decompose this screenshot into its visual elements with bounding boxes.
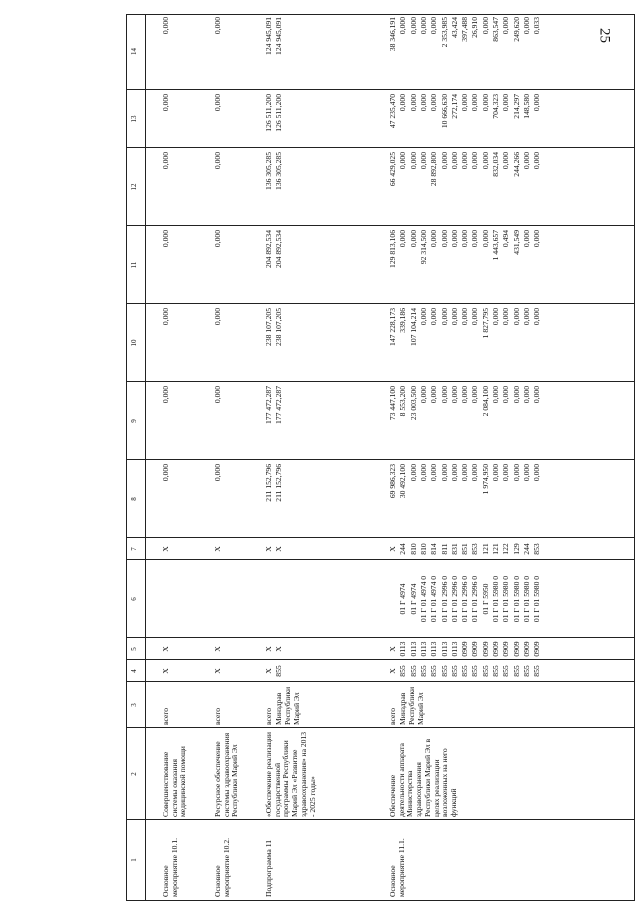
row-section-code: 0909 <box>491 641 500 657</box>
row-amount: 0,000 <box>429 94 439 112</box>
column-number: 7 <box>130 547 138 551</box>
row-amount: 0,000 <box>449 152 459 170</box>
row-amount: 8 553,200 <box>398 386 408 417</box>
row-amount: 0,000 <box>439 464 449 482</box>
row-amount: 0,000 <box>398 152 408 170</box>
row-amount: 43,424 <box>449 17 459 38</box>
row-amount: 0,000 <box>439 152 449 170</box>
row-amount: 0,000 <box>161 94 170 112</box>
row-amount: 1 443,657 <box>491 230 500 261</box>
column-number: 13 <box>130 115 138 123</box>
row-amount: 0,000 <box>470 386 480 404</box>
row-responsible: Минздрав Республики Марий Эл <box>274 686 301 725</box>
row-description: Обеспечение деятельности аппарата Министерства здравоохранения Республики Марий Эл в целях реализации возложенных на него функций <box>388 738 459 817</box>
row-amount: 0,000 <box>532 464 542 482</box>
row-amount: 0,000 <box>161 464 170 482</box>
row-amount: 0,000 <box>418 94 428 112</box>
row-grbs-code: 855 <box>449 665 459 677</box>
row-amount: 0,000 <box>408 230 418 248</box>
row-target-code: 01 Г 01 2996 0 <box>449 575 459 623</box>
row-amount: 204 892,534 <box>264 230 273 268</box>
row-target-code: 01 Г 01 5980 0 <box>491 575 500 623</box>
row-expense-type: 122 <box>501 543 511 555</box>
row-amount: 704,323 <box>491 94 500 119</box>
row-amount: 0,000 <box>161 308 170 326</box>
row-amount: 0,000 <box>439 386 449 404</box>
row-amount: 0,000 <box>521 464 531 482</box>
row-amount: 0,000 <box>449 230 459 248</box>
row-amount: 0,000 <box>418 386 428 404</box>
row-amount: 244,266 <box>511 152 521 177</box>
row-amount: 832,034 <box>491 152 500 177</box>
row-amount: 863,547 <box>491 17 500 42</box>
row-amount: 124 945,091 <box>264 17 273 55</box>
row-amount: 0,000 <box>213 308 222 326</box>
row-amount: 0,000 <box>398 94 408 112</box>
row-amount: 238 107,205 <box>274 308 284 346</box>
row-expense-type: 853 <box>532 543 542 555</box>
row-expense-type: 814 <box>429 543 439 555</box>
row-target-code: 01 Г 01 5980 0 <box>501 575 511 623</box>
row-responsible: всего <box>264 707 273 725</box>
row-amount: 0,000 <box>408 152 418 170</box>
row-amount: 1 974,950 <box>480 464 490 495</box>
row-expense-type: 244 <box>521 543 531 555</box>
column-number: 3 <box>130 703 138 707</box>
row-grbs-code: 855 <box>511 665 521 677</box>
row-amount: 28 892,800 <box>429 152 439 187</box>
column-number: 11 <box>130 261 138 269</box>
row-amount: 0,000 <box>480 17 490 35</box>
header-divider <box>145 15 146 900</box>
row-amount: 0,000 <box>213 17 222 35</box>
row-target-code: 01 Г 01 4974 0 <box>429 575 439 623</box>
row-expense-type: 810 <box>408 543 418 555</box>
row-amount: 0,000 <box>491 464 500 482</box>
column-divider <box>127 89 634 90</box>
row-amount: 0,000 <box>521 230 531 248</box>
column-number: 1 <box>130 858 138 862</box>
row-grbs-code: 855 <box>439 665 449 677</box>
column-divider <box>127 225 634 226</box>
row-amount: 126 511,200 <box>264 94 273 132</box>
row-target-code: 01 Г 01 2996 0 <box>460 575 470 623</box>
row-amount: 0,000 <box>418 464 428 482</box>
row-target-code: 01 Г 01 5980 0 <box>511 575 521 623</box>
row-amount: 47 235,470 <box>388 94 397 129</box>
row-grbs-code: X <box>264 668 273 674</box>
row-amount: 0,000 <box>501 152 511 170</box>
row-grbs-code: 855 <box>418 665 428 677</box>
row-amount: 26,910 <box>470 17 480 38</box>
row-amount: 0,000 <box>418 152 428 170</box>
row-grbs-code: X <box>213 668 222 674</box>
column-divider <box>127 147 634 148</box>
row-amount: 30 492,100 <box>398 464 408 499</box>
row-section-code: 0113 <box>439 641 449 657</box>
row-amount: 0,000 <box>480 230 490 248</box>
row-target-code: 01 Г 01 4974 0 <box>418 575 428 623</box>
column-number: 5 <box>130 647 138 651</box>
row-amount: 431,549 <box>511 230 521 255</box>
column-divider <box>127 659 634 660</box>
row-amount: 10 666,630 <box>439 94 449 129</box>
row-amount: 0,000 <box>408 17 418 35</box>
row-amount: 0,000 <box>470 230 480 248</box>
row-amount: 0,000 <box>161 230 170 248</box>
row-section-code: 0909 <box>501 641 511 657</box>
row-amount: 0,000 <box>213 152 222 170</box>
row-amount: 177 472,287 <box>274 386 284 424</box>
row-grbs-code: 855 <box>460 665 470 677</box>
row-amount: 0,000 <box>213 230 222 248</box>
row-amount: 211 152,796 <box>274 464 284 502</box>
row-amount: 0,000 <box>470 308 480 326</box>
row-amount: 0,000 <box>511 308 521 326</box>
row-amount: 249,620 <box>511 17 521 42</box>
row-section-code: 0909 <box>470 641 480 657</box>
row-description: «Обеспечение реализации государственной программы Республики Марий Эл «Развитие здравоохранения» на 2013 - 2025 годы» <box>264 731 317 817</box>
row-amount: 0,000 <box>460 464 470 482</box>
row-amount: 0,000 <box>501 386 511 404</box>
row-target-code: 01 Г 5950 <box>480 583 490 615</box>
column-number: 14 <box>130 48 138 55</box>
row-amount: 0,000 <box>532 230 542 248</box>
column-number: 12 <box>130 183 138 191</box>
row-section-code: 0909 <box>511 641 521 657</box>
column-divider <box>127 537 634 538</box>
row-grbs-code: X <box>161 668 170 674</box>
row-grbs-code: 855 <box>501 665 511 677</box>
row-amount: 0,000 <box>213 464 222 482</box>
column-number: 8 <box>130 497 138 501</box>
row-amount: 0,033 <box>532 17 542 35</box>
row-amount: 0,000 <box>521 152 531 170</box>
row-amount: 0,000 <box>480 94 490 112</box>
row-amount: 0,000 <box>213 94 222 112</box>
row-expense-type: X <box>161 546 170 552</box>
row-amount: 2 353,985 <box>439 17 449 48</box>
row-expense-type: X <box>213 546 222 552</box>
row-amount: 0,000 <box>398 230 408 248</box>
row-amount: 0,000 <box>429 308 439 326</box>
row-amount: 0,000 <box>161 152 170 170</box>
row-amount: 0,000 <box>501 464 511 482</box>
row-section-code: X <box>213 646 222 652</box>
row-grbs-code: 855 <box>470 665 480 677</box>
column-divider <box>127 459 634 460</box>
column-divider <box>127 303 634 304</box>
row-amount: 0,000 <box>398 17 408 35</box>
column-divider <box>127 681 634 682</box>
column-divider <box>127 559 634 560</box>
row-section-code: 0113 <box>449 641 459 657</box>
row-section-code: 0113 <box>408 641 418 657</box>
row-amount: 0,000 <box>491 308 500 326</box>
row-amount: 0,000 <box>449 464 459 482</box>
row-amount: 124 945,091 <box>274 17 284 55</box>
row-section-code: X <box>274 646 284 652</box>
row-amount: 0,000 <box>460 386 470 404</box>
row-amount: 0,000 <box>501 17 511 35</box>
row-amount: 0,000 <box>161 386 170 404</box>
row-amount: 0,000 <box>532 386 542 404</box>
row-section-code: 0113 <box>398 641 408 657</box>
row-grbs-code: 855 <box>480 665 490 677</box>
row-grbs-code: 855 <box>274 665 284 677</box>
row-amount: 73 447,100 <box>388 386 397 421</box>
row-amount: 272,174 <box>449 94 459 119</box>
row-section-code: 0909 <box>521 641 531 657</box>
row-amount: 69 986,323 <box>388 464 397 499</box>
row-section-code: 0909 <box>460 641 470 657</box>
row-expense-type: 129 <box>511 543 521 555</box>
row-target-code: 01 Г 4974 <box>408 583 418 615</box>
column-number: 2 <box>130 772 138 776</box>
row-amount: 0,000 <box>408 464 418 482</box>
row-amount: 0,000 <box>449 308 459 326</box>
row-amount: 0,000 <box>501 308 511 326</box>
row-amount: 126 511,200 <box>274 94 284 132</box>
row-grbs-code: 855 <box>408 665 418 677</box>
row-amount: 147 228,173 <box>388 308 397 346</box>
row-section-code: 0113 <box>429 641 439 657</box>
row-amount: 211 152,796 <box>264 464 273 502</box>
row-expense-type: 810 <box>418 543 428 555</box>
column-divider <box>127 381 634 382</box>
row-amount: 0,000 <box>429 17 439 35</box>
row-target-code: 01 Г 01 2996 0 <box>470 575 480 623</box>
row-expense-type: 851 <box>460 543 470 555</box>
row-amount: 0,000 <box>418 308 428 326</box>
row-grbs-code: 855 <box>429 665 439 677</box>
row-amount: 214,297 <box>511 94 521 119</box>
row-section-code: X <box>264 646 273 652</box>
row-expense-type: 244 <box>398 543 408 555</box>
row-grbs-code: 855 <box>532 665 542 677</box>
row-amount: 238 107,205 <box>264 308 273 346</box>
row-amount: 0,000 <box>480 152 490 170</box>
row-amount: 1 827,795 <box>480 308 490 339</box>
row-amount: 0,000 <box>460 152 470 170</box>
row-amount: 0,000 <box>439 230 449 248</box>
row-grbs-code: 855 <box>491 665 500 677</box>
row-amount: 0,000 <box>532 94 542 112</box>
row-amount: 0,000 <box>501 94 511 112</box>
row-section-code: 0909 <box>480 641 490 657</box>
row-grbs-code: 855 <box>398 665 408 677</box>
row-target-code: 01 Г 4974 <box>398 583 408 615</box>
row-program-label: Основное мероприятие 11.1. <box>388 838 406 897</box>
row-expense-type: 831 <box>449 543 459 555</box>
row-amount: 129 813,106 <box>388 230 397 268</box>
row-amount: 0,494 <box>501 230 511 248</box>
row-amount: 0,000 <box>460 308 470 326</box>
row-expense-type: 121 <box>480 543 490 555</box>
row-amount: 136 305,285 <box>264 152 273 190</box>
row-section-code: X <box>388 646 397 652</box>
row-amount: 0,000 <box>418 17 428 35</box>
row-section-code: X <box>161 646 170 652</box>
row-expense-type: 811 <box>439 543 449 555</box>
row-amount: 0,000 <box>408 94 418 112</box>
row-amount: 0,000 <box>521 17 531 35</box>
row-amount: 23 003,500 <box>408 386 418 421</box>
row-amount: 0,000 <box>429 230 439 248</box>
row-responsible: всего <box>388 707 397 725</box>
row-amount: 0,000 <box>470 464 480 482</box>
row-amount: 0,000 <box>532 308 542 326</box>
row-amount: 0,000 <box>532 152 542 170</box>
row-amount: 0,000 <box>213 386 222 404</box>
row-amount: 0,000 <box>491 386 500 404</box>
row-amount: 0,000 <box>449 386 459 404</box>
row-amount: 2 084,100 <box>480 386 490 417</box>
row-amount: 397,488 <box>460 17 470 42</box>
row-grbs-code: 855 <box>521 665 531 677</box>
row-expense-type: X <box>274 546 284 552</box>
column-number: 4 <box>130 669 138 673</box>
row-amount: 38 346,191 <box>388 17 397 52</box>
row-description: Совершенствование системы оказания медицинской помощи <box>161 746 188 817</box>
row-amount: 0,000 <box>470 152 480 170</box>
column-number: 6 <box>130 597 138 601</box>
row-program-label: Подпрограмма 11 <box>264 839 273 897</box>
row-amount: 136 305,285 <box>274 152 284 190</box>
column-divider <box>127 637 634 638</box>
row-expense-type: X <box>264 546 273 552</box>
column-number: 9 <box>130 419 138 423</box>
row-expense-type: X <box>388 546 397 552</box>
row-amount: 0,000 <box>429 464 439 482</box>
row-amount: 0,000 <box>429 386 439 404</box>
row-amount: 66 429,025 <box>388 152 397 187</box>
row-target-code: 01 Г 01 2996 0 <box>439 575 449 623</box>
row-responsible: Минздрав Республики Марий Эл <box>398 686 425 725</box>
budget-table <box>126 14 635 901</box>
row-amount: 177 472,287 <box>264 386 273 424</box>
row-amount: 0,000 <box>521 308 531 326</box>
row-target-code: 01 Г 01 5980 0 <box>532 575 542 623</box>
row-amount: 0,000 <box>439 308 449 326</box>
row-amount: 0,000 <box>470 94 480 112</box>
row-amount: 0,000 <box>460 94 470 112</box>
row-section-code: 0909 <box>532 641 542 657</box>
row-amount: 0,000 <box>511 464 521 482</box>
row-responsible: всего <box>161 707 170 725</box>
row-amount: 107 104,214 <box>408 308 418 346</box>
row-responsible: всего <box>213 707 222 725</box>
row-amount: 0,000 <box>460 230 470 248</box>
row-amount: 339,186 <box>398 308 408 333</box>
column-number: 10 <box>130 339 138 347</box>
row-description: Ресурсное обеспечение системы здравоохранения Республики Марий Эл <box>213 732 240 817</box>
row-section-code: 0113 <box>418 641 428 657</box>
column-divider <box>127 819 634 820</box>
row-expense-type: 853 <box>470 543 480 555</box>
row-grbs-code: X <box>388 668 397 674</box>
row-amount: 0,000 <box>511 386 521 404</box>
page-number: 25 <box>596 28 613 43</box>
row-expense-type: 121 <box>491 543 500 555</box>
row-program-label: Основное мероприятие 10.2. <box>213 837 231 897</box>
row-amount: 204 892,534 <box>274 230 284 268</box>
row-target-code: 01 Г 01 5980 0 <box>521 575 531 623</box>
row-amount: 148,580 <box>521 94 531 119</box>
column-divider <box>127 727 634 728</box>
row-amount: 92 314,500 <box>418 230 428 265</box>
row-amount: 0,000 <box>161 17 170 35</box>
row-program-label: Основное мероприятие 10.1. <box>161 837 179 897</box>
row-amount: 0,000 <box>521 386 531 404</box>
